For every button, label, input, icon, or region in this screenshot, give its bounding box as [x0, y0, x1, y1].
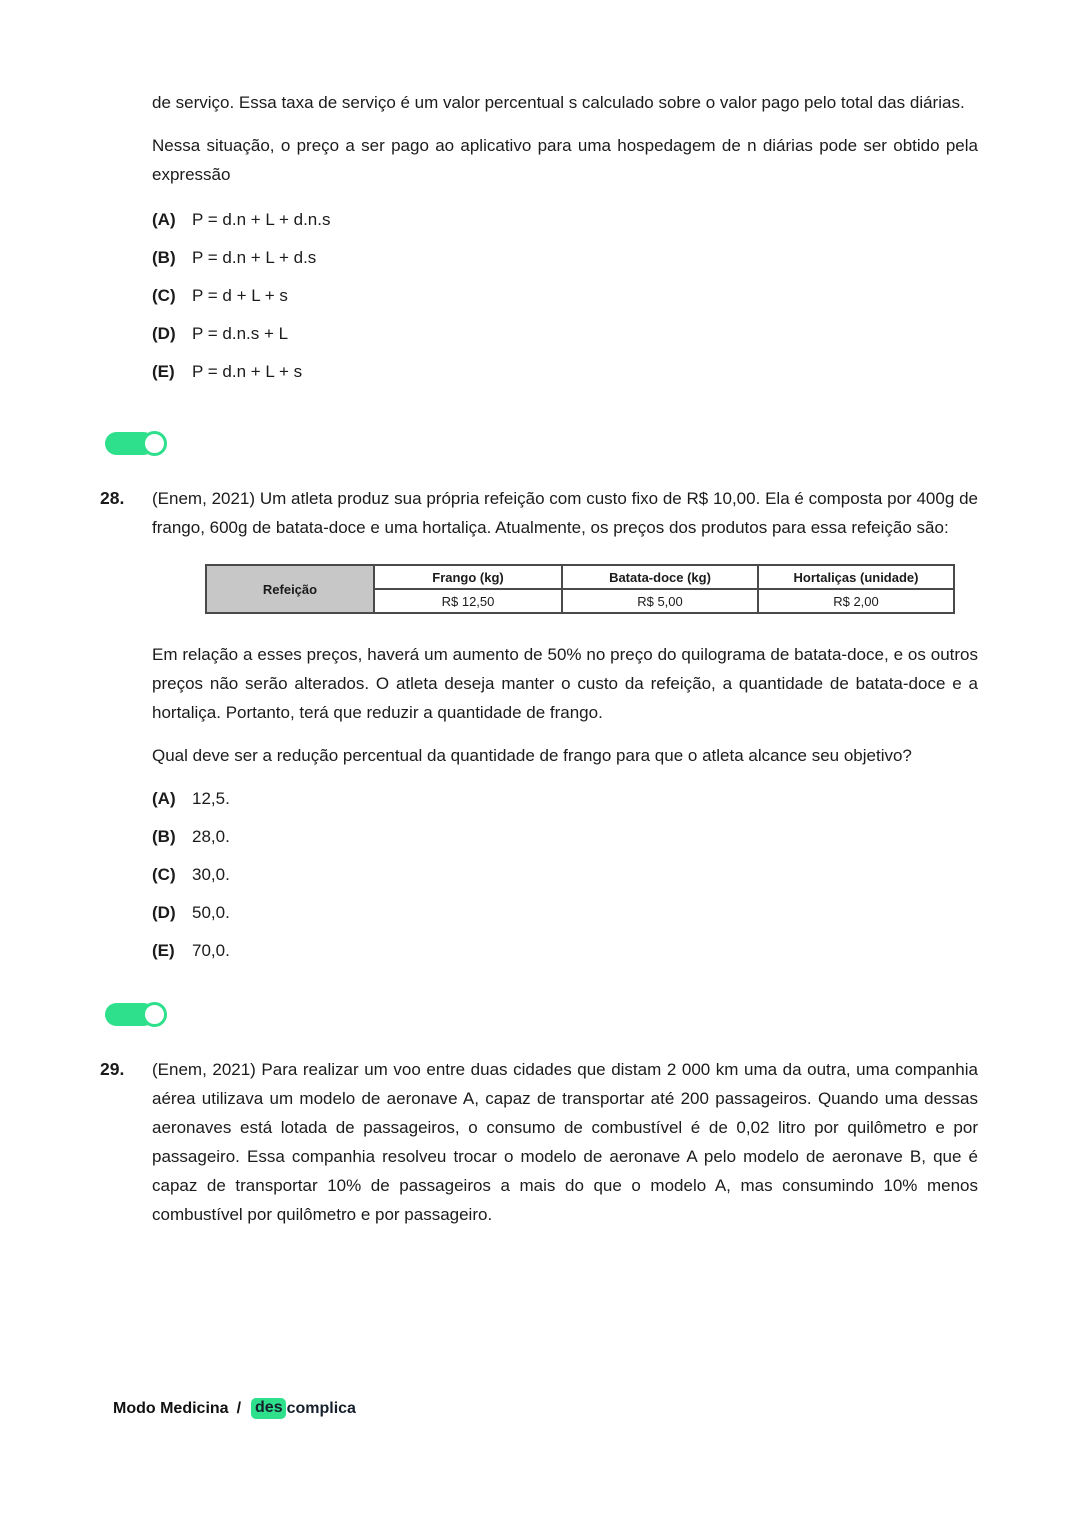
option-d — [152, 902, 978, 924]
option-b-text: 28,0. — [192, 827, 230, 846]
option-b-text: P = d.n + L + d.s — [192, 248, 317, 267]
question27-continuation-paragraph: de serviço. Essa taxa de serviço é um valor percentual s calculado sobre o valor pago pelo total das diárias. — [152, 93, 965, 112]
option-d-label: (D) — [152, 324, 176, 343]
option-c-label: (C) — [152, 286, 176, 305]
option-e — [152, 940, 978, 962]
question-28-intro: (Enem, 2021) Um atleta produz sua própria refeição com custo fixo de R$ 10,00. Ela é composta por 400g de frango, 600g de batata-doce e uma hortaliça. Atualmente, os preços dos produtos para essa refeição são: — [152, 489, 978, 537]
option-d-label: (D) — [152, 903, 176, 922]
option-c-text: 30,0. — [192, 865, 230, 884]
question-29-number: 29. — [100, 1059, 125, 1079]
option-e-label: (E) — [152, 941, 175, 960]
descomplica-logo — [251, 1398, 356, 1419]
option-e — [152, 361, 978, 383]
descomplica-logo-text: complica — [286, 1399, 356, 1417]
question-28 — [100, 484, 978, 962]
descomplica-logo-mark: des — [251, 1398, 286, 1419]
question-28-number: 28. — [100, 488, 125, 508]
question-28-options — [100, 788, 978, 962]
price-table — [205, 564, 955, 614]
option-b-label: (B) — [152, 827, 176, 846]
page-content — [100, 88, 978, 1243]
page-footer — [113, 1398, 356, 1419]
option-e-text: P = d.n + L + s — [192, 362, 303, 381]
option-a-text: 12,5. — [192, 789, 230, 808]
option-e-label: (E) — [152, 362, 175, 381]
toggle-thumb-icon — [142, 431, 167, 456]
question-29 — [100, 1055, 978, 1229]
table-header-batata: Batata-doce (kg) — [562, 565, 758, 589]
question-28-prompt: Qual deve ser a redução percentual da quantidade de frango para que o atleta alcance seu objetivo? — [152, 746, 912, 765]
option-a-text: P = d.n + L + d.n.s — [192, 210, 331, 229]
option-b-label: (B) — [152, 248, 176, 267]
footer-separator: / — [236, 1399, 242, 1417]
option-d-text: P = d.n.s + L — [192, 324, 289, 343]
option-c-label: (C) — [152, 865, 176, 884]
footer-brand: Modo Medicina — [113, 1399, 229, 1417]
option-a-label: (A) — [152, 789, 176, 808]
option-c — [152, 285, 978, 307]
question-29-body — [100, 1055, 978, 1229]
option-b — [152, 247, 978, 269]
question-28-body — [100, 484, 978, 770]
option-c — [152, 864, 978, 886]
table-corner-cell: Refeição — [206, 565, 374, 613]
question27-options — [100, 209, 978, 383]
table-value-batata: R$ 5,00 — [562, 589, 758, 613]
option-a-label: (A) — [152, 210, 176, 229]
option-b — [152, 826, 978, 848]
table-value-frango: R$ 12,50 — [374, 589, 562, 613]
option-d — [152, 323, 978, 345]
question-28-paragraph: Em relação a esses preços, haverá um aumento de 50% no preço do quilograma de batata-doce, e os outros preços não serão alterados. O atleta deseja manter o custo da refeição, a quantidade de batata-doce e a hortaliça. Portanto, terá que reduzir a quantidade de frango. — [152, 645, 978, 722]
answer-toggle[interactable] — [105, 431, 169, 456]
option-e-text: 70,0. — [192, 941, 230, 960]
toggle-thumb-icon — [142, 1002, 167, 1027]
table-header-hortalicas: Hortaliças (unidade) — [758, 565, 954, 589]
answer-toggle[interactable] — [105, 1002, 169, 1027]
option-d-text: 50,0. — [192, 903, 230, 922]
table-header-frango: Frango (kg) — [374, 565, 562, 589]
option-a — [152, 788, 978, 810]
option-a — [152, 209, 978, 231]
table-value-hortalicas: R$ 2,00 — [758, 589, 954, 613]
question-29-intro: (Enem, 2021) Para realizar um voo entre duas cidades que distam 2 000 km uma da outra, uma companhia aérea utilizava um modelo de aeronave A, capaz de transportar até 200 passageiros. Quando uma dessas aeronaves está lotada de passageiros, o consumo de combustível é de 0,02 litro por quilômetro e por passageiro. Essa companhia resolveu trocar o modelo de aeronave A pelo modelo de aeronave B, que é capaz de transportar 10% de passageiros a mais do que o modelo A, mas consumindo 10% menos combustível por quilômetro e por passageiro. — [152, 1060, 978, 1224]
option-c-text: P = d + L + s — [192, 286, 288, 305]
question27-prompt-paragraph: Nessa situação, o preço a ser pago ao aplicativo para uma hospedagem de n diárias pode ser obtido pela expressão — [152, 136, 978, 184]
